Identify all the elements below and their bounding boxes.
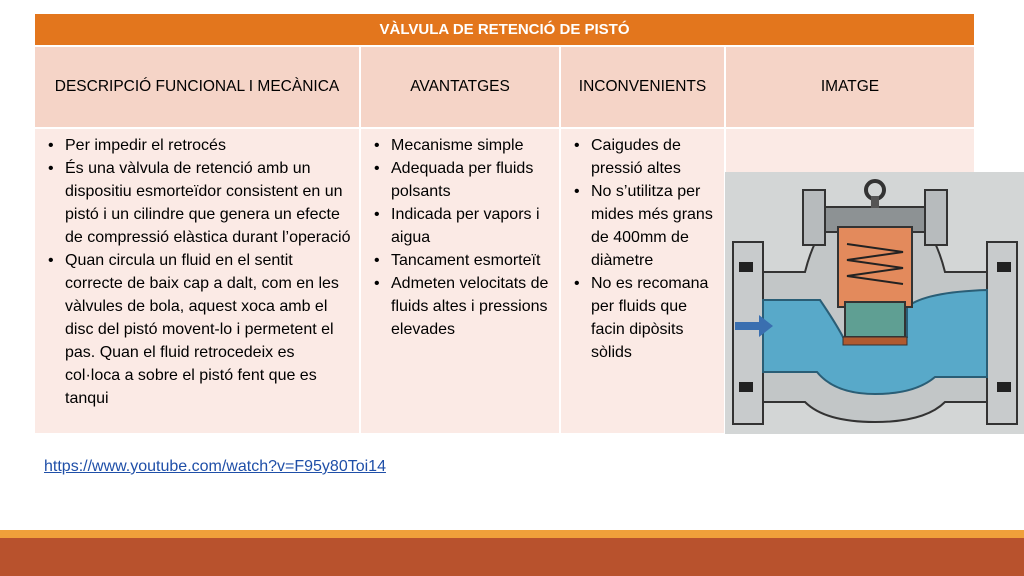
list-item: • És una vàlvula de retenció amb un dispositiu esmorteïdor consistent en un pistó i un cilindre que genera un efecte de compressió elàstica durant l’operació <box>65 157 353 249</box>
list-item: • No es recomana per fluids que facin dipòsits sòlids <box>591 272 718 364</box>
table-title: VÀLVULA DE RETENCIÓ DE PISTÓ <box>35 14 974 45</box>
cell-avantatges <box>361 127 561 433</box>
list-item: • Indicada per vapors i aigua <box>391 203 553 249</box>
cell-descripcio <box>35 127 361 433</box>
footer-band <box>0 538 1024 576</box>
list-item: • Caigudes de pressió altes <box>591 134 718 180</box>
youtube-link[interactable]: https://www.youtube.com/watch?v=F95y80Toi14 <box>44 458 386 475</box>
header-row <box>35 45 974 127</box>
list-item: • Per impedir el retrocés <box>65 134 353 157</box>
list-item: • Adequada per fluids polsants <box>391 157 553 203</box>
header-inconvenients: INCONVENIENTS <box>561 45 726 127</box>
footer-stripe <box>0 530 1024 538</box>
cell-inconvenients <box>561 127 726 433</box>
piston-check-valve-image <box>725 172 1024 434</box>
list-item: • Admeten velocitats de fluids altes i pressions elevades <box>391 272 553 341</box>
header-descripcio: DESCRIPCIÓ FUNCIONAL I MECÀNICA <box>35 45 361 127</box>
list-item: • Quan circula un fluid en el sentit correcte de baix cap a dalt, com en les vàlvules de bola, aquest xoca amb el disc del pistó movent-lo i permetent el pas. Quan el fluid retrocedeix es col·loca a sobre el pistó fent que es tanqui <box>65 249 353 410</box>
header-imatge: IMATGE <box>726 45 974 127</box>
list-item: • No s’utilitza per mides més grans de 400mm de diàmetre <box>591 180 718 272</box>
header-avantatges: AVANTATGES <box>361 45 561 127</box>
list-item: • Tancament esmorteït <box>391 249 553 272</box>
list-item: • Mecanisme simple <box>391 134 553 157</box>
